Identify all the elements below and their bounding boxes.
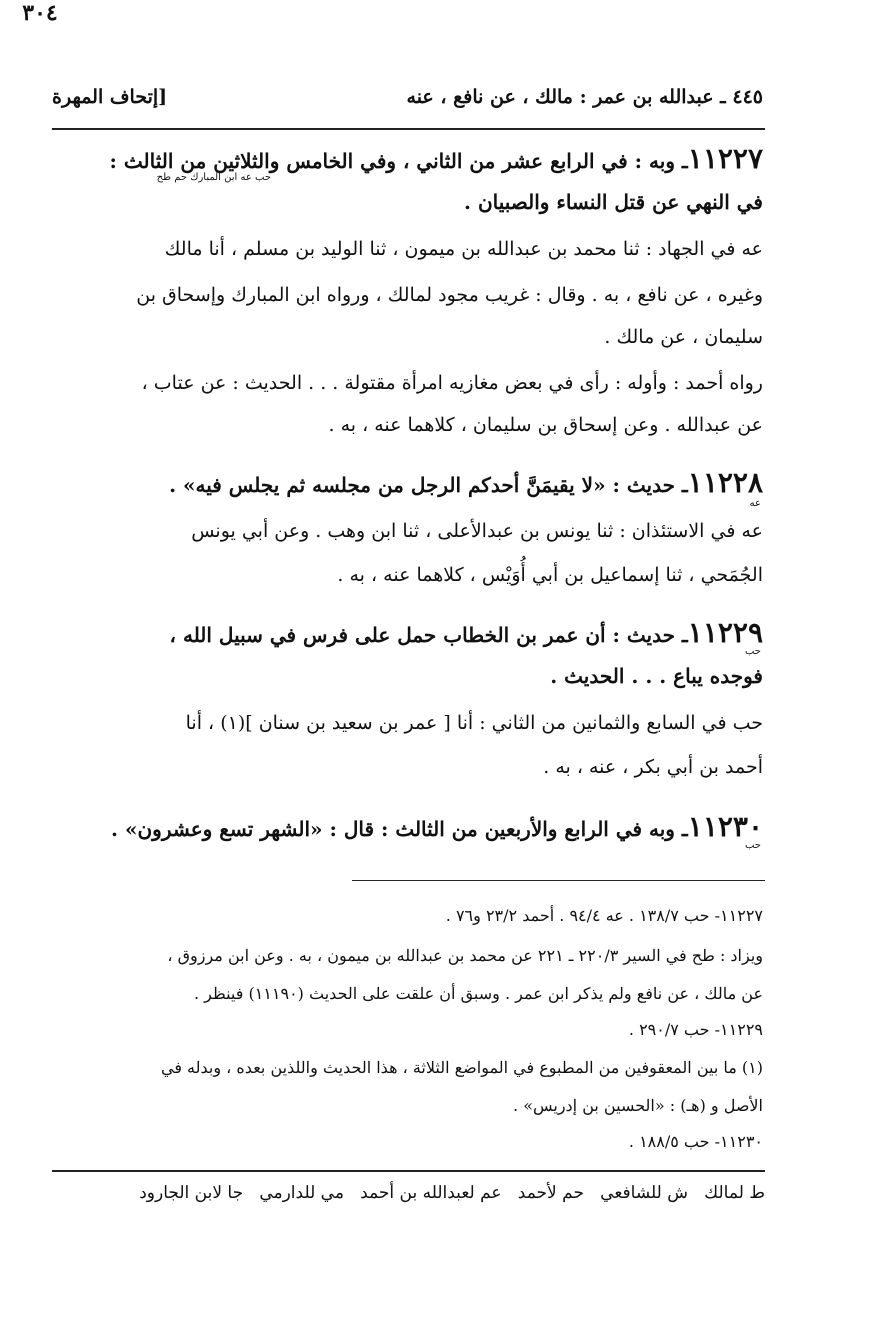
header-rule xyxy=(52,128,765,130)
entry-sigla: حب xyxy=(744,840,761,851)
entry-number: ١١٢٢٧ xyxy=(687,142,763,175)
body-line: عن عبدالله . وعن إسحاق بن سليمان ، كلاهما عنه ، به . xyxy=(328,414,763,436)
entry-title: ١١٢٣٠ـ وبه في الرابع والأربعين من الثالث : قال : «الشهر تسع وعشرون» . xyxy=(111,810,763,843)
abbreviations-rule xyxy=(52,1170,765,1172)
footnote-rule xyxy=(352,880,765,881)
footnote-line: ١١٢٣٠- حب ١٨٨/٥ . xyxy=(628,1132,763,1151)
entry-title: ١١٢٢٩ـ حديث : أن عمر بن الخطاب حمل على فرس في سبيل الله ، xyxy=(169,616,763,649)
entry-title: ١١٢٢٧ـ وبه : في الرابع عشر من الثاني ، وفي الخامس والثلاثين من الثالث : xyxy=(109,142,763,175)
entry-sigla: حب xyxy=(744,646,761,657)
footnote-line: ١١٢٢٧- حب ١٣٨/٧ . عه ٩٤/٤ . أحمد ٢٣/٢ و٧٦ . xyxy=(445,906,763,925)
body-line: وغيره ، عن نافع ، به . وقال : غريب مجود لمالك ، ورواه ابن المبارك وإسحاق بن xyxy=(136,284,763,306)
body-line: عه في الجهاد : ثنا محمد بن عبدالله بن ميمون ، ثنا الوليد بن مسلم ، أنا مالك xyxy=(164,238,763,260)
entry-number: ١١٢٢٩ xyxy=(687,616,763,649)
entry-title-cont: فوجده يباع . . . الحديث . xyxy=(550,664,763,688)
body-line: أحمد بن أبي بكر ، عنه ، به . xyxy=(543,756,763,778)
entry-sigla: عه xyxy=(749,498,761,509)
body-line: رواه أحمد : وأوله : رأى في بعض مغازيه امرأة مقتولة . . . الحديث : عن عتاب ، xyxy=(141,372,763,394)
entry-title: ١١٢٢٨ـ حديث : «لا يقيمَنَّ أحدكم الرجل من مجلسه ثم يجلس فيه» . xyxy=(169,466,763,499)
body-line: الجُمَحي ، ثنا إسماعيل بن أبي أُوَيْس ، كلاهما عنه ، به . xyxy=(337,564,763,586)
footnote-line: ١١٢٢٩- حب ٢٩٠/٧ . xyxy=(628,1020,763,1039)
footnote-line: (١) ما بين المعقوفين من المطبوع في المواضع الثلاثة ، هذا الحديث واللذين بعده ، وبدله في xyxy=(160,1058,763,1077)
entry-title-cont: في النهي عن قتل النساء والصبيان . xyxy=(464,190,763,214)
entry-number: ١١٢٢٨ xyxy=(687,466,763,499)
footnote-line: الأصل و (هـ) : «الحسين بن إدريس» . xyxy=(513,1096,763,1115)
body-line: عه في الاستئذان : ثنا يونس بن عبدالأعلى ، ثنا ابن وهب . وعن أبي يونس xyxy=(191,520,763,542)
entry-number: ١١٢٣٠ xyxy=(687,810,763,843)
running-header-right: ٤٤٥ ـ عبدالله بن عمر : مالك ، عن نافع ، عنه xyxy=(406,86,763,108)
page-number: ٣٠٤ xyxy=(22,0,58,26)
body-line: سليمان ، عن مالك . xyxy=(604,326,763,348)
entry-sigla: حب عه ابن المبارك حم طح xyxy=(156,172,271,183)
running-header-left: [إتحاف المهرة xyxy=(52,86,168,108)
footnote-line: ويزاد : طح في السير ٢٢٠/٣ ـ ٢٢١ عن محمد بن عبدالله بن ميمون ، به . وعن ابن مرزوق ، xyxy=(167,946,763,965)
footnote-line: عن مالك ، عن نافع ولم يذكر ابن عمر . وسبق أن علقت على الحديث (١١١٩٠) فينظر . xyxy=(193,984,763,1003)
body-line: حب في السابع والثمانين من الثاني : أنا [ عمر بن سعيد بن سنان ](١) ، أنا xyxy=(185,712,763,734)
abbreviations-legend: ط لمالك ش للشافعي حم لأحمد عم لعبدالله بن أحمد مي للدارمي جا لابن الجارود xyxy=(139,1183,765,1203)
